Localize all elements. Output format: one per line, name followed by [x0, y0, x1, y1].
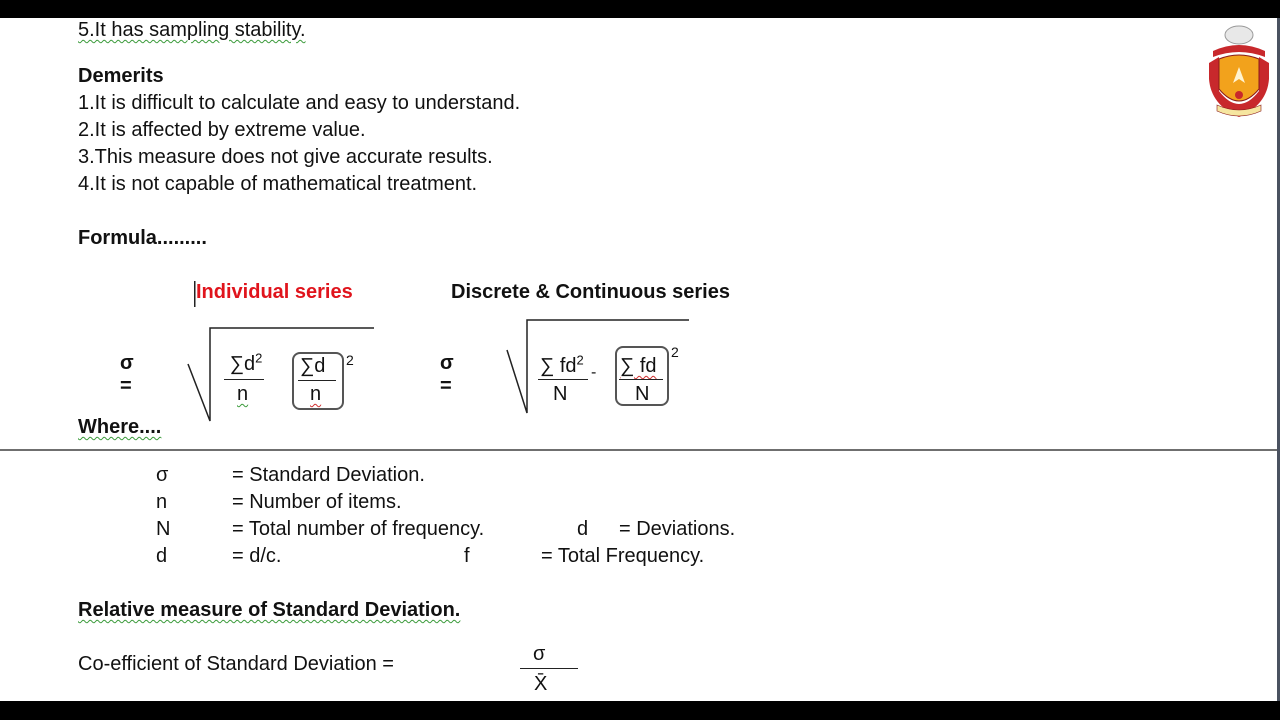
numerator: ∑d	[229, 353, 256, 375]
numerator	[540, 354, 584, 378]
definition-symbol: d	[156, 545, 168, 567]
demerit-item-2: 2.It is affected by extreme value.	[78, 119, 366, 141]
individual-series-title: Individual series	[196, 281, 353, 303]
sigma-equals: σ =	[120, 352, 134, 397]
coefficient-numerator: σ	[533, 643, 546, 665]
demerits-heading: Demerits	[78, 65, 164, 87]
coefficient-denominator: X̄	[534, 673, 548, 695]
document-page	[0, 18, 1278, 701]
discrete-series-title: Discrete & Continuous series	[451, 281, 730, 303]
definition-symbol: d	[577, 518, 589, 540]
denominator-text: n	[237, 383, 249, 405]
divider-line	[0, 449, 1278, 451]
denominator: N	[635, 383, 650, 405]
definition-meaning: = d/c.	[232, 545, 282, 567]
denominator-text: n	[310, 383, 322, 405]
merit-item-5	[78, 18, 306, 42]
definition-meaning: = Number of items.	[232, 491, 402, 513]
numerator-text: ∑ fd	[620, 355, 657, 377]
coefficient-label: Co-efficient of Standard Deviation =	[78, 653, 394, 675]
denominator	[310, 382, 321, 406]
relative-measure-heading	[78, 598, 460, 622]
demerit-item-3: 3.This measure does not give accurate results.	[78, 146, 493, 168]
square-root-icon	[186, 326, 376, 424]
numerator-text: ∑ fd	[540, 355, 577, 377]
definition-meaning: = Total number of frequency.	[232, 518, 485, 540]
superscript: 2	[255, 350, 263, 366]
fraction-bar	[520, 668, 578, 669]
fraction-bar	[298, 380, 336, 381]
society-logo-icon	[1203, 21, 1275, 121]
minus-operator: -	[591, 364, 597, 381]
numerator	[620, 354, 657, 378]
denominator: N	[553, 383, 568, 405]
definition-meaning: = Standard Deviation.	[232, 464, 425, 486]
demerit-item-4: 4.It is not capable of mathematical treatment.	[78, 173, 478, 195]
definition-meaning: = Deviations.	[619, 518, 736, 540]
where-text: Where....	[78, 416, 162, 438]
formula-heading: Formula.........	[78, 227, 207, 249]
definition-symbol: f	[464, 545, 470, 567]
fraction-sum-d2-over-n	[224, 352, 268, 376]
fraction-bar	[224, 379, 264, 380]
numerator: ∑d	[300, 355, 326, 377]
sigma-equals: σ =	[440, 352, 454, 397]
exponent: 2	[346, 352, 354, 368]
definition-symbol: N	[156, 518, 171, 540]
denominator	[237, 382, 248, 406]
fraction-bar	[538, 379, 588, 380]
definition-symbol: n	[156, 491, 168, 513]
demerit-item-1: 1.It is difficult to calculate and easy to understand.	[78, 92, 521, 114]
where-heading	[78, 415, 161, 439]
fraction-bar	[619, 379, 663, 380]
list-text: 5.It has sampling stability.	[78, 19, 306, 41]
definition-meaning: = Total Frequency.	[541, 545, 705, 567]
relative-heading-text: Relative measure of Standard Deviation.	[78, 599, 461, 621]
definition-symbol: σ	[156, 464, 169, 486]
exponent: 2	[671, 344, 679, 360]
superscript: 2	[576, 352, 584, 368]
